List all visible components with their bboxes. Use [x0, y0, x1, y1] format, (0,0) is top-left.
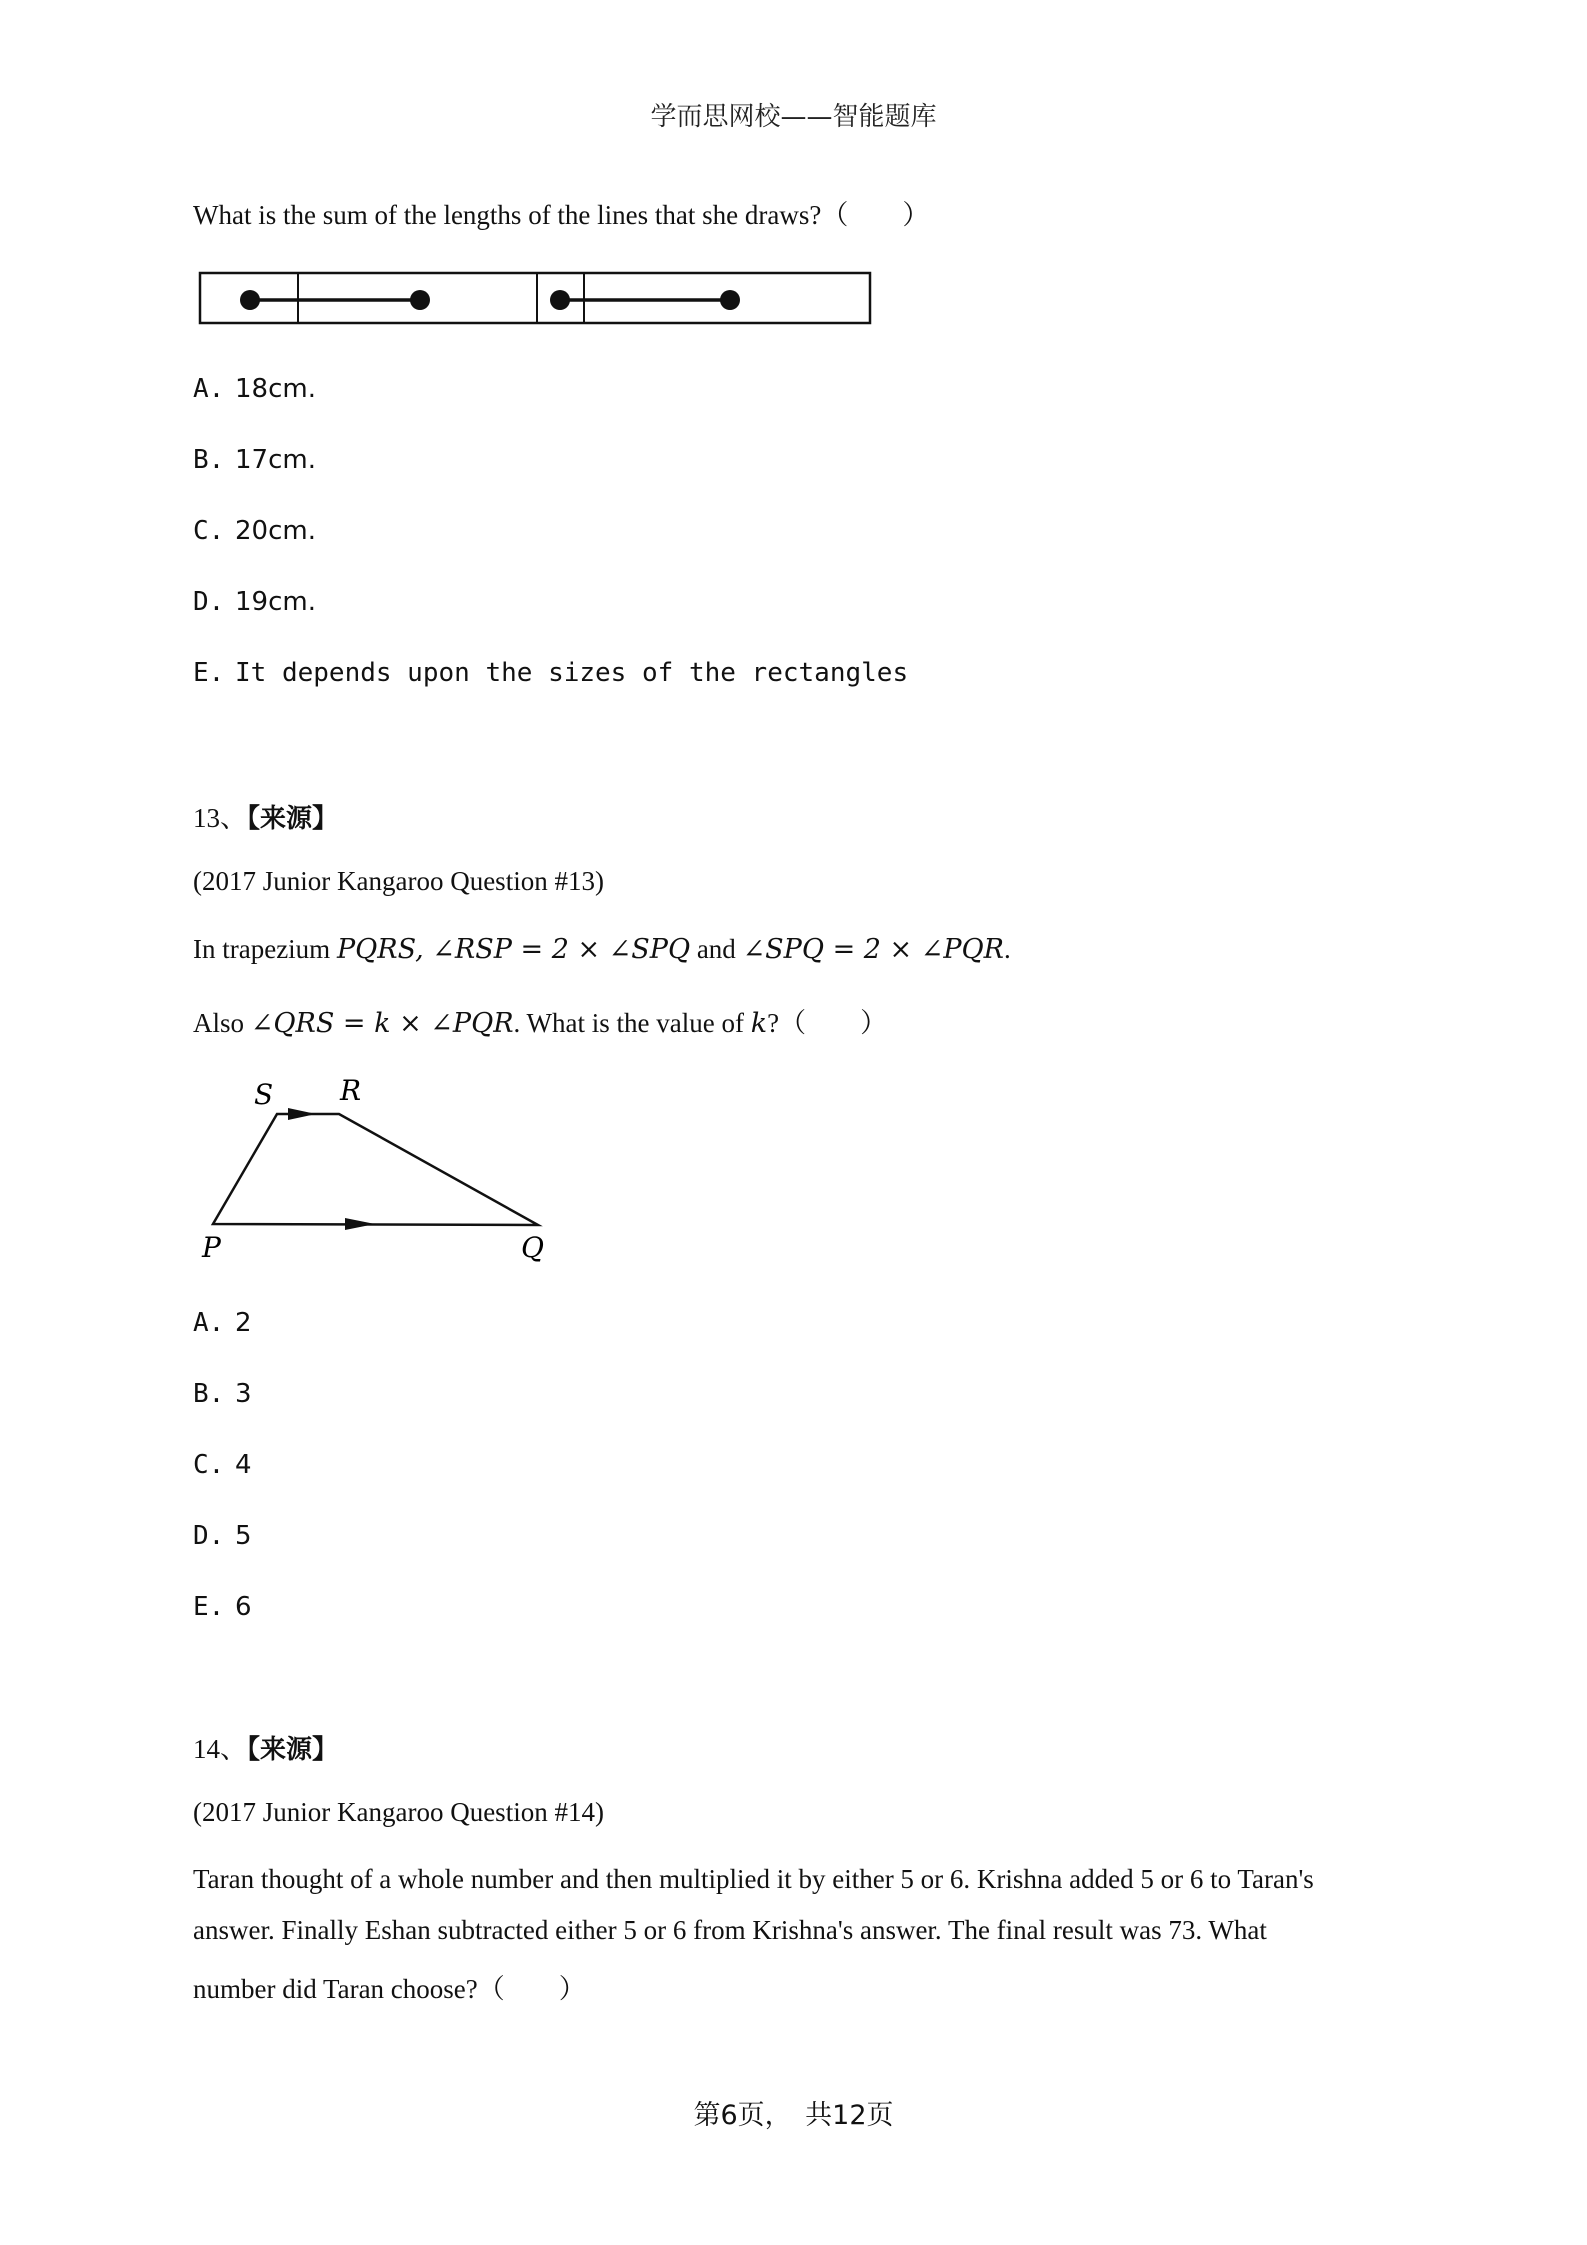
question-14-line-1: Taran thought of a whole number and then multiplied it by either 5 or 6. Krishna added 5 or 6 to Taran's: [193, 1864, 1314, 1894]
q13-option-d[interactable]: D. 5: [193, 1521, 252, 1551]
page-header: 学而思网校——智能题库: [650, 102, 937, 132]
parallel-arrow-bottom: [345, 1218, 375, 1230]
label-p: P: [202, 1231, 221, 1264]
q12-option-c[interactable]: C. 20cm.: [193, 516, 316, 546]
question-14-header: [193, 1727, 338, 1766]
q12-option-e[interactable]: E. It depends upon the sizes of the rectangles: [193, 658, 909, 688]
line-endpoint: [550, 290, 570, 310]
label-q: Q: [521, 1231, 544, 1264]
question-number: 13、: [193, 803, 247, 833]
question-13-line-2: Also ∠QRS = k × ∠PQR. What is the value of k?（ ）: [193, 1008, 888, 1039]
q13-option-a[interactable]: A. 2: [193, 1308, 252, 1338]
trapezium-figure: [190, 1070, 570, 1270]
q13-option-e[interactable]: E. 6: [193, 1592, 252, 1622]
question-14-line-2: answer. Finally Eshan subtracted either 5 or 6 from Krishna's answer. The final result was 73. What: [193, 1915, 1267, 1945]
question-number: 14、: [193, 1734, 247, 1764]
trapezium-outline: [213, 1114, 538, 1225]
line-endpoint: [410, 290, 430, 310]
parallel-arrow-top: [288, 1108, 316, 1120]
question-12-stem: What is the sum of the lengths of the lines that she draws?（ ）: [193, 200, 930, 230]
question-14-source: (2017 Junior Kangaroo Question #14): [193, 1797, 604, 1827]
q13-option-b[interactable]: B. 3: [193, 1379, 252, 1409]
source-label: 【来源】: [247, 1735, 339, 1765]
q12-option-d[interactable]: D. 19cm.: [193, 587, 316, 617]
question-13-header: [193, 796, 338, 835]
q13-option-c[interactable]: C. 4: [193, 1450, 252, 1480]
source-label: 【来源】: [247, 804, 339, 834]
outer-rectangle: [200, 273, 870, 323]
question-13-source: (2017 Junior Kangaroo Question #13): [193, 866, 604, 896]
line-endpoint: [240, 290, 260, 310]
rectangles-figure: [198, 265, 878, 327]
question-14-line-3: number did Taran choose?（ ）: [193, 1974, 586, 2004]
question-13-line-1: In trapezium PQRS, ∠RSP = 2 × ∠SPQ and ∠SPQ = 2 × ∠PQR.: [193, 934, 1011, 965]
label-s: S: [254, 1078, 274, 1111]
q12-option-b[interactable]: B. 17cm.: [193, 445, 316, 475]
label-r: R: [340, 1074, 362, 1107]
q12-option-a[interactable]: A. 18cm.: [193, 374, 316, 404]
page-footer: 第6页， 共12页: [693, 2100, 894, 2131]
line-endpoint: [720, 290, 740, 310]
